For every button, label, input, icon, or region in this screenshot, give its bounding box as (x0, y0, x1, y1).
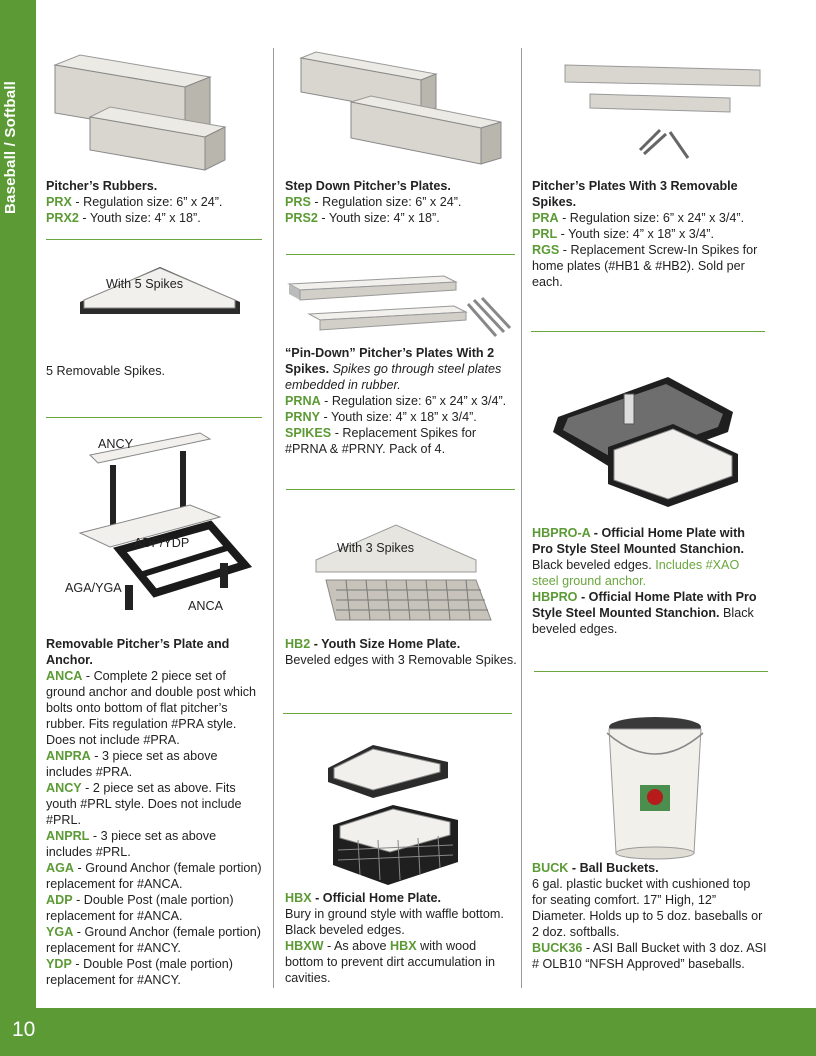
hb2-title-line: HB2 - Youth Size Home Plate. (285, 637, 461, 651)
product-line: YDP - Double Post (male portion) replacement for #ANCY. (46, 957, 233, 987)
pro-home-plate-image (548, 372, 748, 512)
spikes-label: With 5 Spikes (106, 277, 183, 291)
anchor-label-anca: ANCA (188, 599, 223, 613)
plate-anchor-image (70, 425, 260, 625)
hbx-description: Bury in ground style with waffle bottom. Black beveled edges. (285, 907, 504, 937)
anchor-block (46, 636, 262, 988)
product-line: HBPRO - Official Home Plate with Pro Style Steel Mounted Stanchion. Black beveled edges. (532, 590, 757, 636)
section-sidebar (0, 0, 36, 1056)
hb2-description: Beveled edges with 3 Removable Spikes. (285, 653, 517, 667)
product-line: HBXW - As above HBX with wood bottom to prevent dirt accumulation in cavities. (285, 939, 496, 985)
step-down-plates-image (296, 52, 511, 172)
product-line: PRX2 - Youth size: 4” x 18”. (46, 211, 201, 225)
product-line: PRS - Regulation size: 6” x 24”. (285, 195, 462, 209)
product-line: PRNY - Youth size: 4” x 18” x 3/4”. (285, 410, 477, 424)
page-footer (0, 1008, 816, 1056)
hbx-block (285, 890, 517, 986)
product-line: ADP - Double Post (male portion) replacement for #ANCA. (46, 893, 234, 923)
rubbers-title: Pitcher’s Rubbers. (46, 179, 158, 193)
section-divider (46, 417, 262, 418)
home-plate-5-spikes-image (70, 262, 250, 342)
spikes-caption: 5 Removable Spikes. (46, 364, 166, 378)
removable-spikes-block (532, 178, 768, 290)
anchor-label-aga-yga: AGA/YGA (65, 581, 122, 595)
removable-spikes-title: Pitcher’s Plates With 3 Removable Spikes. (532, 179, 738, 209)
step-down-title: Step Down Pitcher’s Plates. (285, 179, 451, 193)
pitchers-rubbers-image (50, 55, 240, 175)
rubbers-block (46, 178, 262, 226)
product-line: ANPRL - 3 piece set as above includes #PRL. (46, 829, 217, 859)
product-line: HBPRO-A - Official Home Plate with Pro Style Steel Mounted Stanchion. Black beveled edges. Includes #XAO steel ground anchor. (532, 526, 745, 588)
pin-down-plates-image (284, 272, 514, 342)
buck-block (532, 860, 768, 972)
product-line: YGA - Ground Anchor (female portion) replacement for #ANCY. (46, 925, 261, 955)
anchor-label-ancy: ANCY (98, 437, 133, 451)
product-line: PRNA - Regulation size: 6” x 24” x 3/4”. (285, 394, 507, 408)
product-line: PRL - Youth size: 4” x 18” x 3/4”. (532, 227, 714, 241)
product-line: RGS - Replacement Screw-In Spikes for home plates (#HB1 & #HB2). Sold per each. (532, 243, 758, 289)
removable-spike-plates-image (560, 60, 770, 172)
official-home-plate-image (318, 740, 468, 890)
product-line: SPIKES - Replacement Spikes for #PRNA & #PRNY. Pack of 4. (285, 426, 477, 456)
product-line: ANCY - 2 piece set as above. Fits youth #PRL style. Does not include #PRL. (46, 781, 242, 827)
section-divider (286, 254, 515, 255)
column-divider (521, 48, 522, 988)
product-line: ANCA - Complete 2 piece set of ground anchor and double post which bolts onto bottom of flat pitcher’s rubber. Fits regulation #PRA style. Does not include #PRA. (46, 669, 257, 747)
product-line: PRX - Regulation size: 6” x 24”. (46, 195, 223, 209)
ball-bucket-image (600, 715, 710, 860)
step-down-block (285, 178, 517, 226)
product-line: PRA - Regulation size: 6” x 24” x 3/4”. (532, 211, 745, 225)
buck-title-line: BUCK - Ball Buckets. (532, 861, 659, 875)
product-line: ANPRA - 3 piece set as above includes #PRA. (46, 749, 218, 779)
buck-description: 6 gal. plastic bucket with cushioned top for seating comfort. 17” High, 12” Diameter. Holds up to 5 doz. baseballs or 2 doz. softballs. (532, 877, 763, 939)
section-divider (534, 671, 768, 672)
product-line: BUCK36 - ASI Ball Bucket with 3 doz. ASI # OLB10 “NFSH Approved” baseballs. (532, 941, 767, 971)
hb2-spikes-label: With 3 Spikes (337, 541, 414, 555)
anchor-title: Removable Pitcher’s Plate and Anchor. (46, 637, 230, 667)
pin-down-block (285, 345, 517, 457)
section-label: Baseball / Softball (2, 81, 19, 214)
column-divider (273, 48, 274, 988)
anchor-label-adp-ydp: ADP/YDP (134, 536, 190, 550)
youth-home-plate-image (306, 520, 496, 630)
hb2-block (285, 636, 517, 668)
product-line: PRS2 - Youth size: 4” x 18”. (285, 211, 440, 225)
hbx-title-line: HBX - Official Home Plate. (285, 891, 442, 905)
product-line: AGA - Ground Anchor (female portion) replacement for #ANCA. (46, 861, 262, 891)
section-divider (283, 713, 512, 714)
section-divider (531, 331, 765, 332)
page-number: 10 (12, 1018, 36, 1041)
section-divider (286, 489, 515, 490)
pin-down-title-line: “Pin-Down” Pitcher’s Plates With 2 Spikes. Spikes go through steel plates embedded in rubber. (285, 346, 502, 392)
section-divider (46, 239, 262, 240)
hbpro-block (532, 525, 768, 637)
